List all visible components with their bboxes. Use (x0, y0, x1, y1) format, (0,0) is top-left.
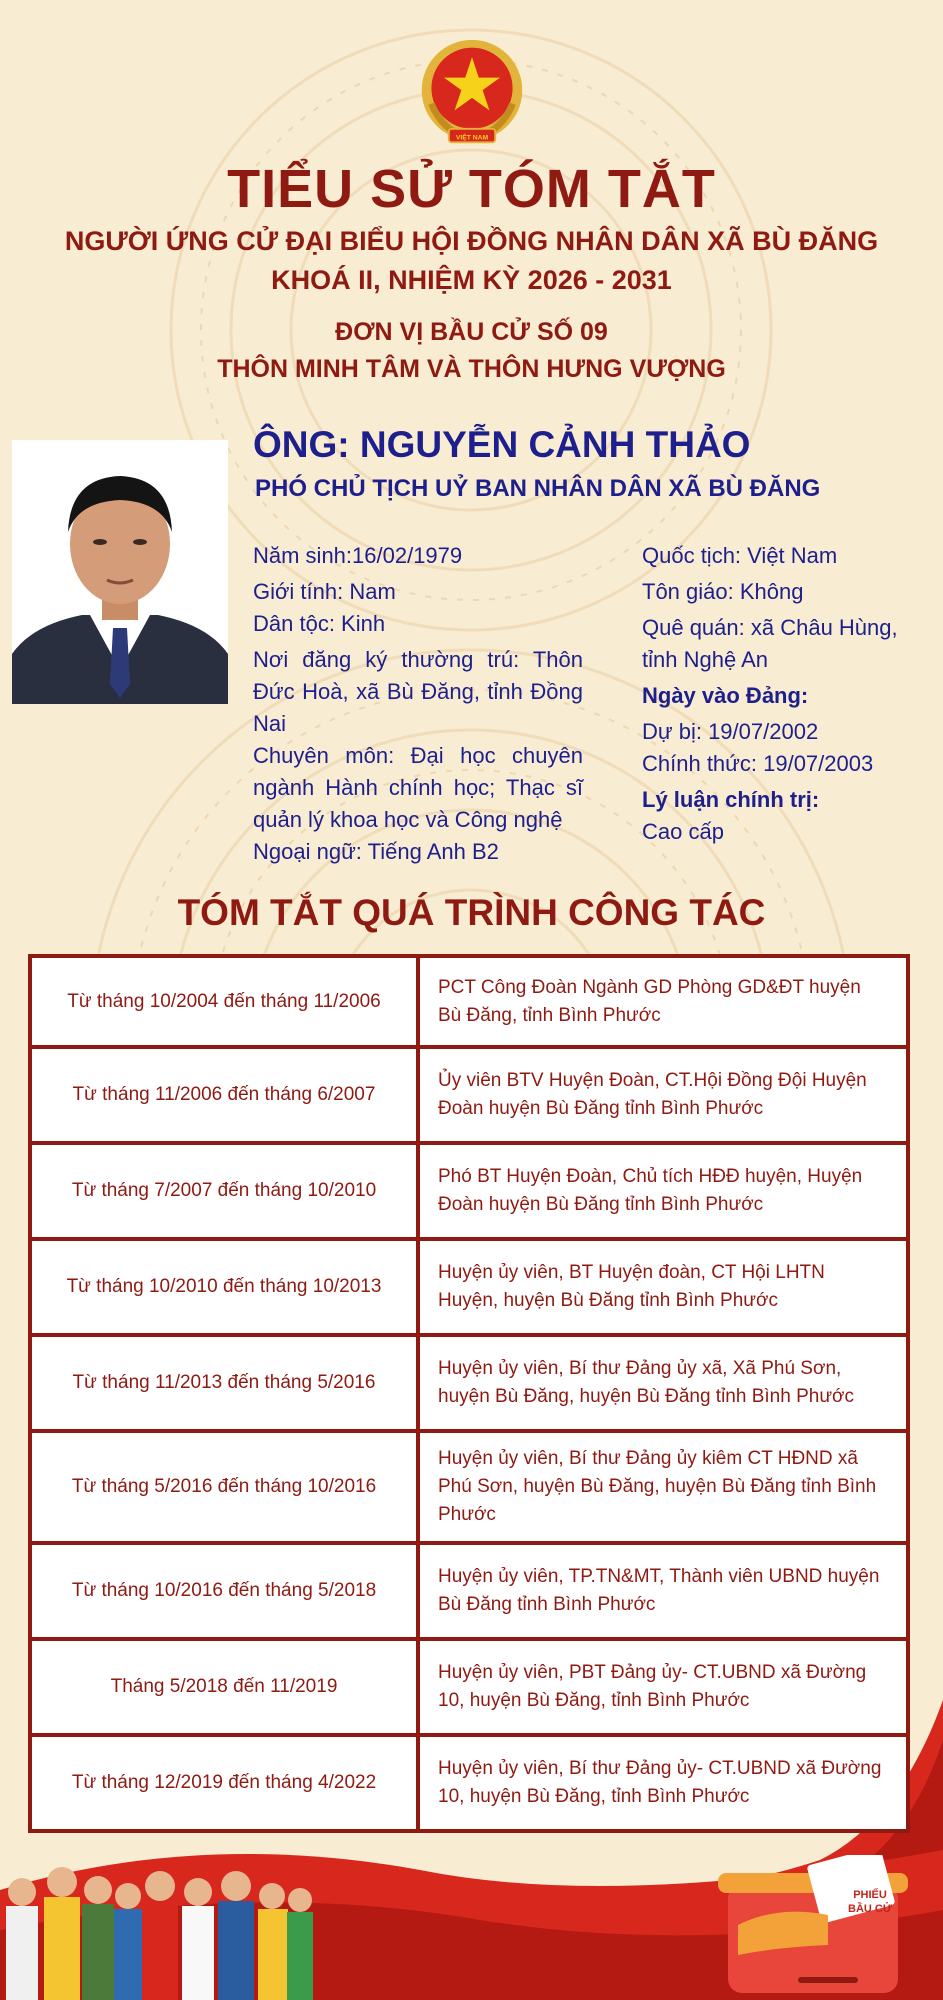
candidate-name: ÔNG: NGUYỄN CẢNH THẢO (253, 424, 751, 465)
description-cell: Huyện ủy viên, PBT Đảng ủy- CT.UBND xã Đường 10, huyện Bù Đăng, tỉnh Bình Phước (418, 1639, 908, 1735)
table-row (30, 1239, 908, 1335)
table-row (30, 1335, 908, 1431)
table-row (30, 1143, 908, 1239)
period-cell: Từ tháng 10/2004 đến tháng 11/2006 (30, 956, 418, 1047)
ethnicity: Dân tộc: Kinh (253, 611, 386, 636)
subtitle-line-1: NGƯỜI ỨNG CỬ ĐẠI BIỂU HỘI ĐỒNG NHÂN DÂN XÃ BÙ ĐĂNG (64, 226, 879, 256)
page-title: TIỂU SỬ TÓM TẮT (227, 159, 716, 219)
period-cell: Từ tháng 5/2016 đến tháng 10/2016 (30, 1431, 418, 1543)
table-row (30, 1735, 908, 1831)
crowd-icon (6, 1867, 313, 2000)
electoral-unit-area: THÔN MINH TÂM VÀ THÔN HƯNG VƯỢNG (217, 355, 726, 383)
political-theory-value: Cao cấp (642, 819, 724, 844)
foreign-language: Ngoại ngữ: Tiếng Anh B2 (253, 839, 499, 864)
period-cell: Tháng 5/2018 đến 11/2019 (30, 1639, 418, 1735)
personal-info-right (642, 540, 932, 848)
work-history-table (28, 954, 910, 1833)
description-cell: Huyện ủy viên, Bí thư Đảng ủy xã, Xã Phú Sơn, huyện Bù Đăng, huyện Bù Đăng tỉnh Bình Phước (418, 1335, 908, 1431)
table-row (30, 956, 908, 1047)
party-join-label: Ngày vào Đảng: (642, 683, 809, 708)
description-cell: Huyện ủy viên, TP.TN&MT, Thành viên UBND huyện Bù Đăng tỉnh Bình Phước (418, 1543, 908, 1639)
table-row (30, 1543, 908, 1639)
personal-info-left (253, 540, 583, 868)
period-cell: Từ tháng 10/2010 đến tháng 10/2013 (30, 1239, 418, 1335)
table-row (30, 1431, 908, 1543)
table-row (30, 1639, 908, 1735)
description-cell: Huyện ủy viên, Bí thư Đảng ủy- CT.UBND xã Đường 10, huyện Bù Đăng, tỉnh Bình Phước (418, 1735, 908, 1831)
national-emblem-icon (414, 36, 530, 152)
education: Chuyên môn: Đại học chuyên ngành Hành chính học; Thạc sĩ quản lý khoa học và Công nghệ (253, 743, 583, 832)
gender: Giới tính: Nam (253, 579, 396, 604)
emblem-text: VIỆT NAM (455, 134, 489, 142)
religion: Tôn giáo: Không (642, 579, 804, 604)
ballot-box-icon (718, 1855, 908, 1995)
candidate-photo (12, 440, 228, 704)
work-history-title: TÓM TẮT QUÁ TRÌNH CÔNG TÁC (177, 892, 766, 933)
period-cell: Từ tháng 10/2016 đến tháng 5/2018 (30, 1543, 418, 1639)
electoral-unit-number: ĐƠN VỊ BẦU CỬ SỐ 09 (335, 318, 608, 346)
party-official-date: Chính thức: 19/07/2003 (642, 751, 874, 776)
description-cell: PCT Công Đoàn Ngành GD Phòng GD&ĐT huyện Bù Đăng, tỉnh Bình Phước (418, 956, 908, 1047)
birth-date: Năm sinh:16/02/1979 (253, 543, 463, 568)
nationality: Quốc tịch: Việt Nam (642, 543, 838, 568)
description-cell: Phó BT Huyện Đoàn, Chủ tích HĐĐ huyện, Huyện Đoàn huyện Bù Đăng tỉnh Bình Phước (418, 1143, 908, 1239)
permanent-residence: Nơi đăng ký thường trú: Thôn Đức Hoà, xã Bù Đăng, tỉnh Đồng Nai (253, 647, 583, 736)
description-cell: Huyện ủy viên, BT Huyện đoàn, CT Hội LHTN Huyện, huyện Bù Đăng tỉnh Bình Phước (418, 1239, 908, 1335)
period-cell: Từ tháng 11/2006 đến tháng 6/2007 (30, 1047, 418, 1143)
candidate-position: PHÓ CHỦ TỊCH UỶ BAN NHÂN DÂN XÃ BÙ ĐĂNG (255, 475, 821, 502)
ballot-label: PHIẾU BẦU CỬ (848, 1889, 892, 1915)
description-cell: Ủy viên BTV Huyện Đoàn, CT.Hội Đồng Đội Huyện Đoàn huyện Bù Đăng tỉnh Bình Phước (418, 1047, 908, 1143)
description-cell: Huyện ủy viên, Bí thư Đảng ủy kiêm CT HĐND xã Phú Sơn, huyện Bù Đăng, huyện Bù Đăng tỉnh Bình Phước (418, 1431, 908, 1543)
subtitle-line-2: KHOÁ II, NHIỆM KỲ 2026 - 2031 (271, 265, 672, 295)
period-cell: Từ tháng 11/2013 đến tháng 5/2016 (30, 1335, 418, 1431)
period-cell: Từ tháng 7/2007 đến tháng 10/2010 (30, 1143, 418, 1239)
hometown: Quê quán: xã Châu Hùng, tỉnh Nghệ An (642, 615, 898, 672)
political-theory-label: Lý luận chính trị: (642, 787, 820, 812)
party-probation-date: Dự bị: 19/07/2002 (642, 719, 819, 744)
period-cell: Từ tháng 12/2019 đến tháng 4/2022 (30, 1735, 418, 1831)
table-row (30, 1047, 908, 1143)
